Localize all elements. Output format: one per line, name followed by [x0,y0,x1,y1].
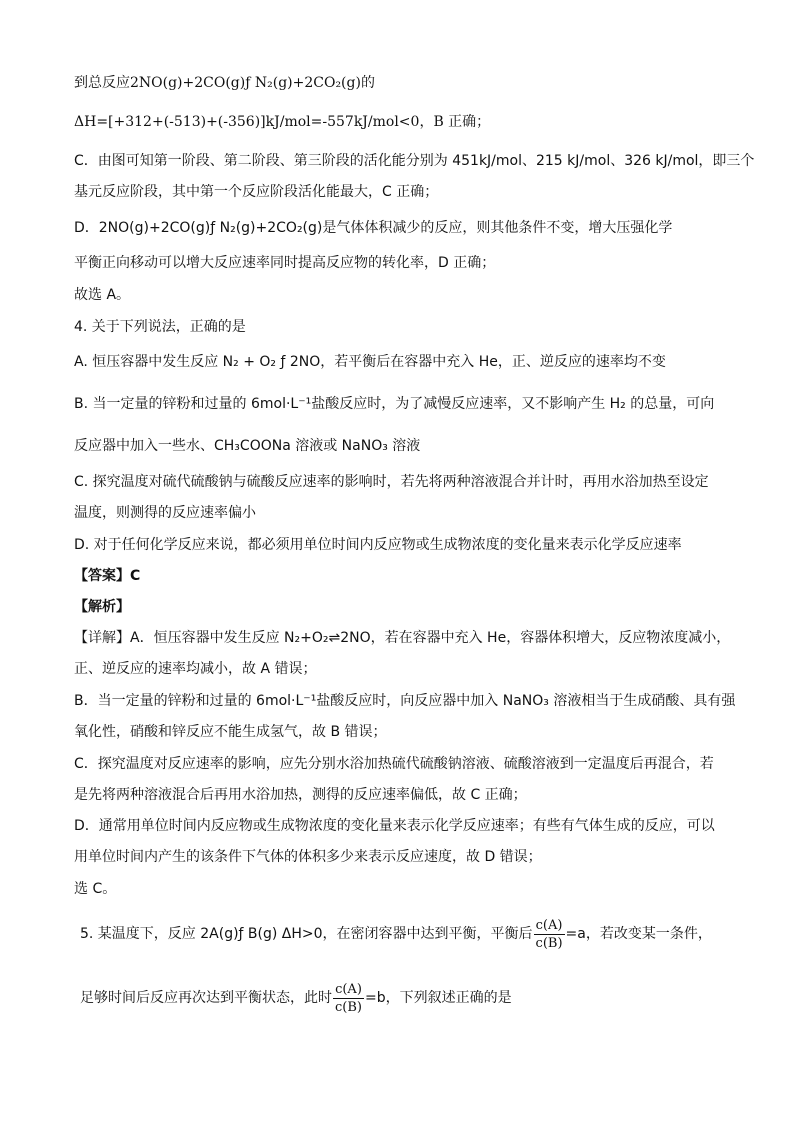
question-5-line-1 [80,914,754,954]
text-line-2: ΔH=[+312+(-513)+(-356)]kJ/mol=-557kJ/mol<0，B 正确； [74,114,491,130]
answer-label: 【答案】C [74,568,141,584]
ratio-fraction-2 [333,981,364,1016]
fraction-numerator-2: c(A) [333,981,364,999]
option-d: D. 对于任何化学反应来说，都必须用单位时间内反应物或生成物浓度的变化量来表示化学反应速率 [74,537,682,553]
option-b-line-2: 反应器中加入一些水、CH₃COONa 溶液或 NaNO₃ 溶液 [74,438,421,454]
option-c-line-1: C. 探究温度对硫代硫酸钠与硫酸反应速率的影响时，若先将两种溶液混合并计时，再用水浴加热至设定 [74,474,709,490]
q5-line2-text: 足够时间后反应再次达到平衡状态，此时 [80,990,332,1006]
detail-b-line-1: B．当一定量的锌粉和过量的 6mol·L⁻¹盐酸反应时，向反应器中加入 NaNO₃ 溶液相当于生成硝酸、具有强 [74,693,736,709]
fraction-denominator: c(B) [535,935,563,951]
question-5-line-2 [80,978,754,1018]
q5-line1-tail: =a，若改变某一条件， [565,926,712,942]
text-line-1: 到总反应2NO(g)+2CO(g)ƒ N₂(g)+2CO₂(g)的 [74,75,375,91]
detail-b-line-2: 氧化性，硝酸和锌反应不能生成氢气，故 B 错误； [74,724,387,740]
text-line-7: 故选 A。 [74,287,131,303]
fraction-numerator: c(A) [534,917,565,935]
text-line-6: 平衡正向移动可以增大反应速率同时提高反应物的转化率，D 正确； [74,255,496,271]
text-line-4: 基元反应阶段，其中第一个反应阶段活化能最大，C 正确； [74,184,439,200]
fraction-denominator-2: c(B) [335,999,362,1015]
ratio-fraction [534,917,565,952]
detail-a-line-2: 正、逆反应的速率均减小，故 A 错误； [74,661,317,677]
text-line-5: D．2NO(g)+2CO(g)ƒ N₂(g)+2CO₂(g)是气体体积减少的反应，则其他条件不变，增大压强化学 [74,220,673,236]
option-c-line-2: 温度，则测得的反应速率偏小 [74,505,256,521]
detail-conclusion: 选 C。 [74,881,117,897]
detail-d-line-2: 用单位时间内产生的该条件下气体的体积多少来表示反应速度，故 D 错误； [74,849,542,865]
text-line-3: C．由图可知第一阶段、第二阶段、第三阶段的活化能分别为 451kJ/mol、215 kJ/mol、326 kJ/mol，即三个 [74,153,755,169]
q5-line1-text: 5. 某温度下，反应 2A(g)ƒ B(g) ΔH>0，在密闭容器中达到平衡，平衡后 [80,926,533,942]
option-b-line-1: B. 当一定量的锌粉和过量的 6mol·L⁻¹盐酸反应时，为了减慢反应速率，又不影响产生 H₂ 的总量，可向 [74,396,715,412]
option-a: A. 恒压容器中发生反应 N₂ + O₂ ƒ 2NO，若平衡后在容器中充入 He，正、逆反应的速率均不变 [74,354,666,370]
detail-a-line-1: 【详解】A．恒压容器中发生反应 N₂+O₂⇌2NO，若在容器中充入 He，容器体积增大，反应物浓度减小， [74,630,731,646]
analysis-label: 【解析】 [74,599,130,615]
detail-c-line-1: C．探究温度对反应速率的影响，应先分别水浴加热硫代硫酸钠溶液、硫酸溶液到一定温度后再混合，若 [74,756,714,772]
question-4-stem: 4. 关于下列说法，正确的是 [74,319,246,335]
detail-d-line-1: D．通常用单位时间内反应物或生成物浓度的变化量来表示化学反应速率；有些有气体生成的反应，可以 [74,818,715,834]
q5-line2-tail: =b，下列叙述正确的是 [364,990,512,1006]
detail-c-line-2: 是先将两种溶液混合后再用水浴加热，测得的反应速率偏低，故 C 正确； [74,787,527,803]
